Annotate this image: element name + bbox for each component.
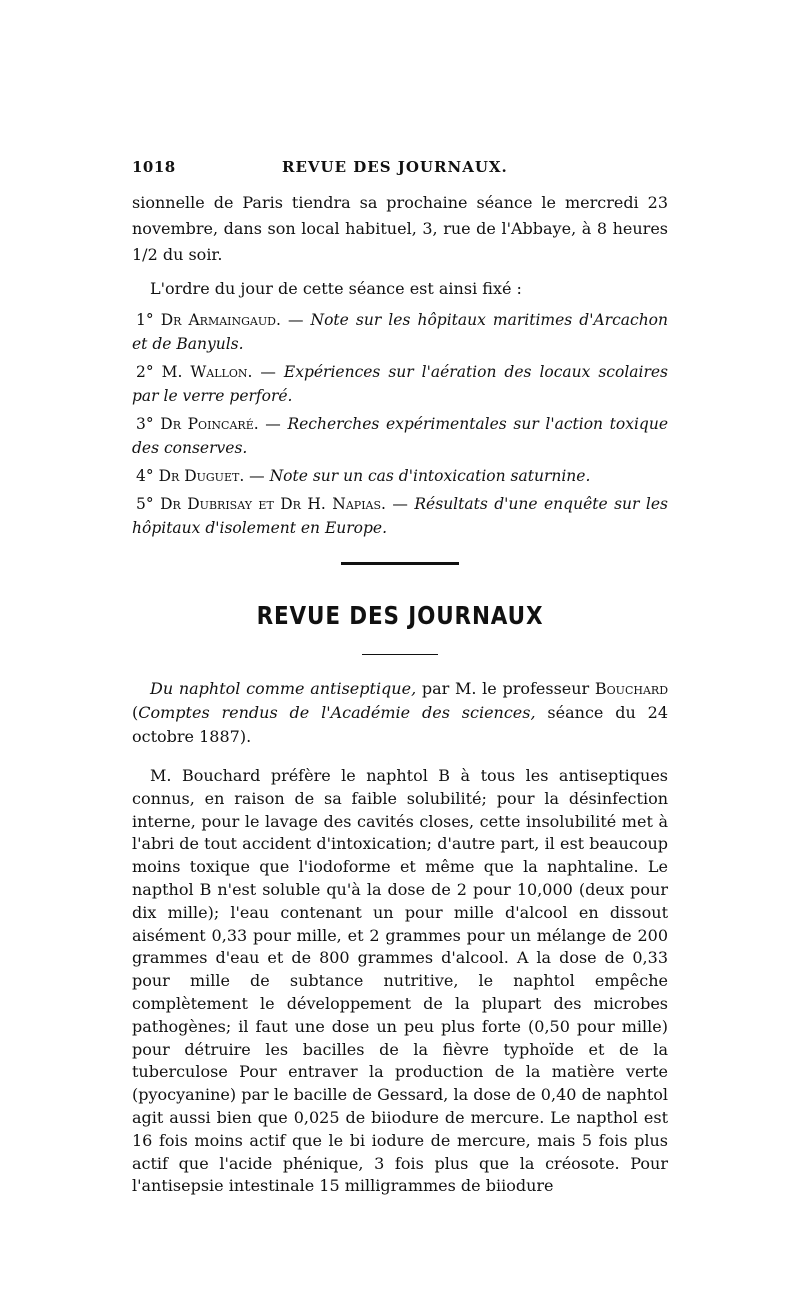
section-title-underline: [362, 654, 438, 655]
agenda-speaker: Dr Dubrisay et Dr H. Napias.: [160, 495, 386, 513]
agenda-topic: Note sur les hôpitaux maritimes d'Arcachon et de Banyuls.: [132, 311, 668, 353]
agenda-number: 2°: [136, 363, 154, 381]
agenda-item: [132, 412, 668, 460]
agenda-speaker: M. Wallon.: [161, 363, 253, 381]
running-title: REVUE DES JOURNAUX.: [282, 158, 508, 176]
agenda-number: 4°: [136, 467, 154, 485]
running-head: [132, 150, 668, 176]
agenda-item: [132, 464, 668, 488]
agenda-topic: Résultats d'une enquête sur les hôpitaux d'isolement en Europe.: [132, 495, 668, 537]
agenda-item: [132, 360, 668, 408]
article-header: [132, 677, 668, 749]
article-source: Comptes rendus de l'Académie des sciences,: [138, 703, 536, 722]
article-byline: par M. le professeur: [416, 679, 595, 698]
agenda-item: [132, 308, 668, 356]
article-source-open: (: [132, 703, 139, 722]
agenda-separator: —: [252, 363, 284, 381]
agenda-topic: Recherches expérimentales sur l'action toxique des conserves.: [132, 415, 669, 457]
agenda-separator: —: [258, 415, 288, 433]
article-author: Bouchard: [594, 679, 669, 698]
agenda-separator: —: [280, 311, 311, 329]
article-title: Du naphtol comme antiseptique,: [150, 679, 417, 698]
continuation-paragraph: sionnelle de Paris tiendra sa prochaine séance le mercredi 23 novembre, dans son local habituel, 3, rue de l'Abbaye, à 8 heures 1/2 du soir.: [132, 193, 668, 264]
agenda-speaker: Dr Poincaré.: [160, 415, 259, 433]
agenda-number: 3°: [136, 415, 154, 433]
section-divider-rule: [341, 562, 459, 565]
agenda-item: [132, 492, 668, 540]
article-body: M. Bouchard préfère le naphtol B à tous les antiseptiques connus, en raison de sa faible solubilité; pour la désinfection interne, pour le lavage des cavités closes, cette insolubilité met à l'abri de tout accident d'intoxication; d'autre part, il est beaucoup moins toxique que l'iodoforme et même que la naphtaline. Le napthol B n'est soluble qu'à la dose de 2 pour 10,000 (deux pour dix mille); l'eau contenant un pour mille d'alcool en dissout aisément 0,33 pour mille, et 2 grammes pour un mélange de 200 grammes d'eau et de 800 grammes d'alcool. A la dose de 0,33 pour mille de subtance nutritive, le naphtol empêche complètement le développement de la plupart des microbes pathogènes; il faut une dose un peu plus forte (0,50 pour mille) pour détruire les bacilles de la fièvre typhoïde et de la tuberculose Pour entraver la production de la matière verte (pyocyanine) par le bacille de Gessard, la dose de 0,40 de naphtol agit aussi bien que 0,025 de biiodure de mercure. Le napthol est 16 fois moins actif que le bi iodure de mercure, mais 5 fois plus actif que l'acide phénique, 3 fois plus que la créosote. Pour l'antisepsie intestinale 15 milligrammes de biiodure: [132, 766, 668, 1196]
agenda-separator: —: [244, 467, 270, 485]
section-title: REVUE DES JOURNAUX: [256, 601, 544, 630]
order-of-day-intro: L'ordre du jour de cette séance est ainsi fixé :: [150, 279, 522, 298]
agenda-speaker: Dr Duguet.: [158, 467, 245, 485]
page-number: 1018: [132, 158, 176, 176]
agenda-separator: —: [385, 495, 415, 513]
agenda-speaker: Dr Armaingaud.: [160, 311, 281, 329]
agenda-number: 5°: [136, 495, 154, 513]
document-page: [132, 150, 668, 1214]
agenda-topic: Note sur un cas d'intoxication saturnine.: [269, 467, 591, 485]
agenda-topic: Expériences sur l'aération des locaux scolaires par le verre perforé.: [132, 363, 669, 405]
agenda-list: [132, 308, 668, 540]
article-source-close: séance du 24 octobre 1887).: [132, 703, 669, 746]
agenda-number: 1°: [136, 311, 154, 329]
